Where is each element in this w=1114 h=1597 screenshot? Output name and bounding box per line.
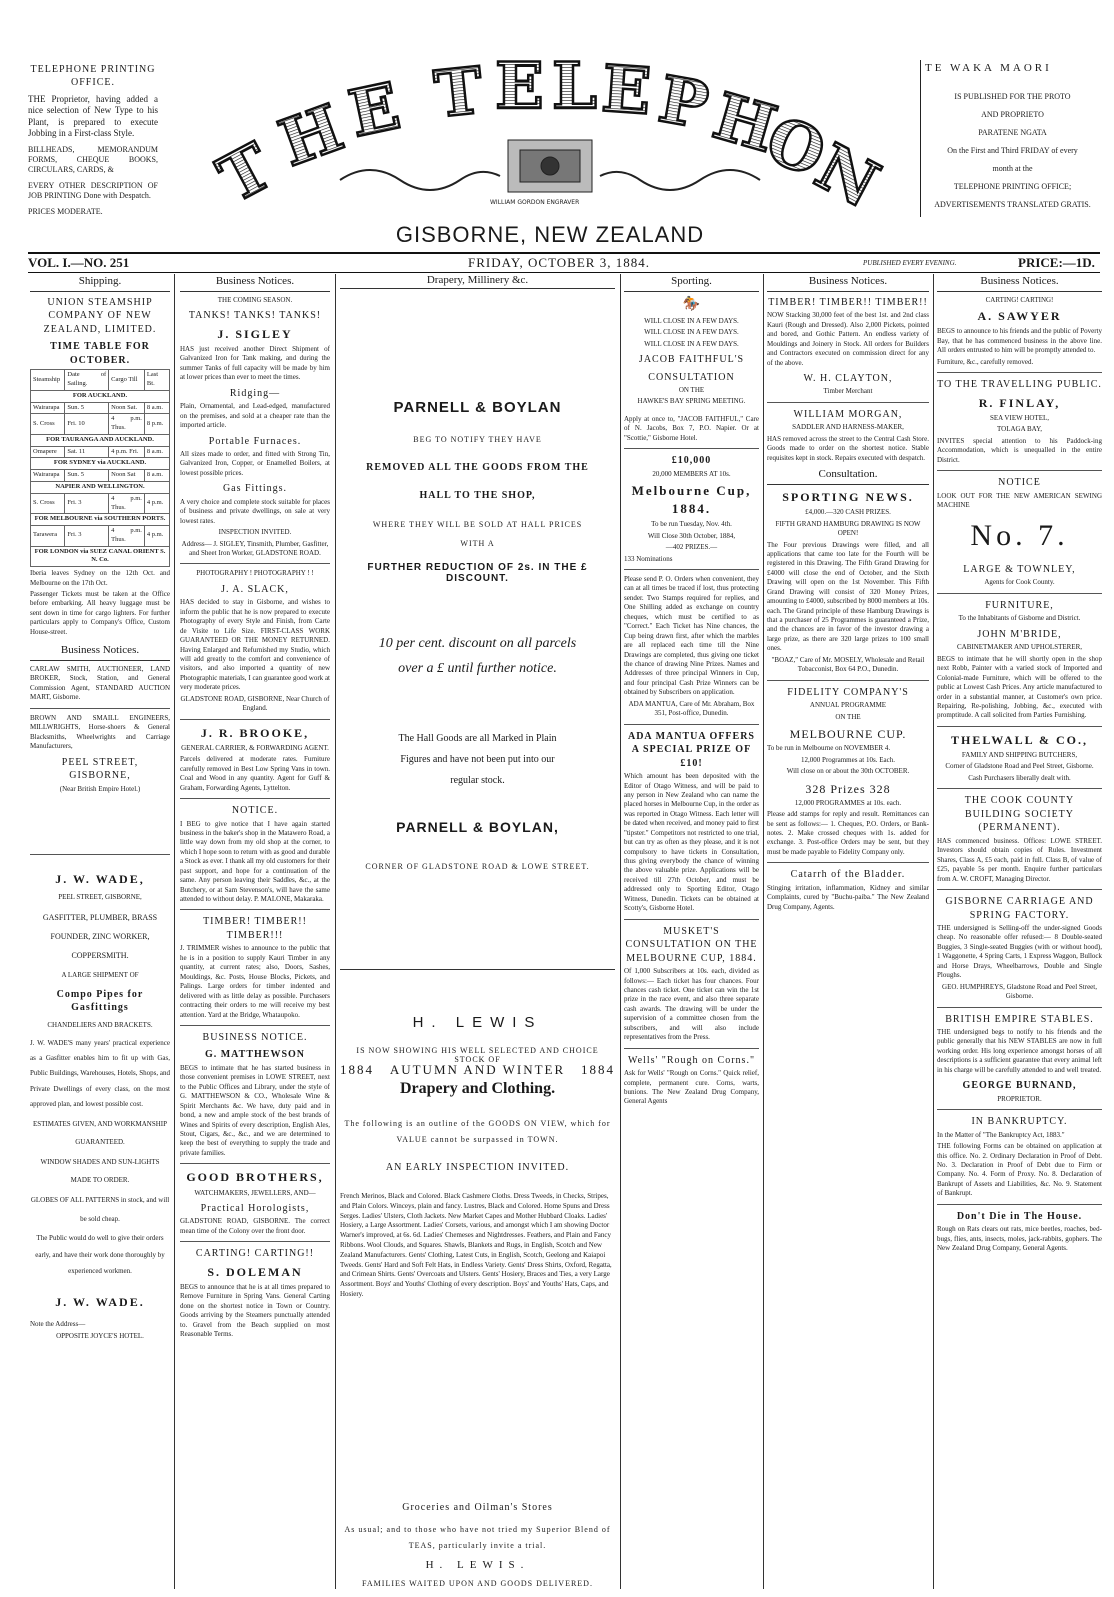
- timetable-title: TIME TABLE FOR OCTOBER.: [50, 341, 150, 366]
- ad-text: All sizes made to order, and fitted with Strong Tin, Galvanized Iron, Copper, or Enamelled Boilers, at lowest possible prices.: [180, 450, 330, 477]
- table-cell: 8 a.m.: [144, 446, 169, 458]
- drapery-line: IS NOW SHOWING HIS WELL SELECTED AND CHOICE STOCK OF: [356, 1046, 599, 1064]
- ad-heading: CONSULTATION: [648, 371, 735, 383]
- ad-heading: £10,000: [671, 455, 712, 467]
- ad-heading: GEORGE BURNAND,: [962, 1080, 1077, 1092]
- ad-heading: Wells' "Rough on Corns.": [627, 1054, 756, 1066]
- table-cell: 4 p.m. Thus.: [109, 414, 145, 435]
- ad-text: WILL CLOSE IN A FEW DAYS.: [644, 328, 739, 337]
- table-cell: 4 p.m. Fri.: [109, 446, 145, 458]
- svg-text:L: L: [552, 49, 597, 124]
- ad-text: SEA VIEW HOTEL,: [989, 413, 1050, 422]
- column-business-notices-3: [937, 274, 1102, 1589]
- ad-text: INSPECTION INVITED.: [218, 528, 292, 537]
- table-header: Cargo Till: [109, 370, 145, 391]
- ad-heading: Catarrh of the Bladder.: [790, 869, 906, 881]
- ad-heading: MELBOURNE CUP.: [789, 727, 907, 741]
- table-section: NAPIER AND WELLINGTON.: [31, 482, 170, 494]
- table-section: FOR TAURANGA AND AUCKLAND.: [31, 434, 170, 446]
- printing-office-every: EVERY OTHER DESCRIPTION OF JOB PRINTING Done with Despatch.: [28, 181, 158, 200]
- ad-text: Address— J. SIGLEY, Tinsmith, Plumber, Gasfitter, and Sheet Iron Worker, GLADSTONE ROAD.: [181, 539, 329, 558]
- ad-heading: G. MATTHEWSON: [204, 1049, 306, 1061]
- drapery-line: regular stock.: [450, 775, 505, 786]
- drapery-line: WHERE THEY WILL BE SOLD AT HALL PRICES: [372, 520, 583, 529]
- table-cell: Sun. 5: [65, 402, 109, 414]
- table-row: [31, 526, 170, 547]
- ad-text: "BOAZ," Care of Mr. MOSELY, Wholesale and Retail Tobacconist, Box 64 P.O., Dunedin.: [771, 655, 925, 674]
- ad-text: THE undersigned begs to notify to his friends and the public generally that his NEW STABLES are now in full working order. His long experience amongst horses of all descriptions is a sufficient guarantee that every animal left in his charge will be carefully attended to and well treated.: [937, 1028, 1102, 1074]
- ad-text: BEGS to intimate that he has started business in those convenient premises in LOWE STREET, next to the Public Offices and Library, under the style of G. MATTHEWSON & CO., Wholesale Wine & Spirit Merchants &c. We have, duty paid and in bond, a new and ample stock of the best brands of Wines and Spirits of every description, English Ales, Stout, Cigars, &c., &c., and we are determined to keep the best of everything to supply the trade and private families.: [180, 1063, 330, 1157]
- ad-heading: Melbourne Cup, 1884.: [631, 483, 752, 516]
- printing-office-items: BILLHEADS, MEMORANDUM FORMS, CHEQUE BOOKS, CIRCULARS, CARDS, &: [28, 145, 158, 174]
- ad-text: HAS decided to stay in Gisborne, and wishes to inform the public that he is now prepared to execute Photography of every Style and Finish, from Carte de Visite to Life Size. FIRST-CLASS WORK GUARANTEED OR THE MONEY RETURNED. Having Enlarged and Refurnished my Studio, which will add greatly to the comfort and convenience of visitors, and also imported a quantity of new Photographic materials, I can guarantee good work at very moderate prices.: [180, 598, 330, 692]
- ad-text: CARLAW SMITH, AUCTIONEER, LAND BROKER, Stock, Station, and General Commission Agent, STANDARD AUCTION MART, Gisborne.: [30, 665, 170, 702]
- section-heading: Business Notices.: [30, 643, 170, 661]
- ad-heading: J. SIGLEY: [217, 326, 293, 341]
- issue-date: FRIDAY, OCTOBER 3, 1884.: [468, 255, 650, 270]
- table-row: [31, 402, 170, 414]
- ad-text: Which amount has been deposited with the Editor of Otago Witness, and will be paid to any person in New Zealand who can name the placed horses in Melbourne Cup, in the order as was reported in Otago Witness. Each letter will be dated when received, and money paid to first "tipster." Competitors not restricted to one trial, but can try as often as they please, and it is not compulsory to have tickets in Consultation, thus giving everybody the chance of winning the above valuable prize. Applications will be received till 27th October, and must be addressed only to Sporting Editor, Otago Witness, Dunedin. Tickets can be obtained at Scotty's, Gisborne Hotel.: [624, 772, 759, 913]
- printing-office-prices: PRICES MODERATE.: [28, 207, 103, 216]
- ad-heading: GOOD BROTHERS,: [186, 1170, 324, 1185]
- section-heading: Sporting.: [624, 274, 759, 292]
- ad-heading: J. A. SLACK,: [221, 583, 289, 595]
- ad-text: To be run in Melbourne on NOVEMBER 4.: [767, 744, 891, 753]
- ad-text: GLADSTONE ROAD, GISBORNE, Near Church of England.: [180, 694, 330, 713]
- te-waka-line: ADVERTISEMENTS TRANSLATED GRATIS.: [934, 199, 1091, 209]
- ad-heading: LARGE & TOWNLEY,: [963, 563, 1076, 575]
- ad-text: FIFTH GRAND HAMBURG DRAWING IS NOW OPEN!: [775, 519, 921, 538]
- drapery-line: The Hall Goods are all Marked in Plain: [398, 733, 557, 744]
- table-cell: S. Cross: [31, 493, 65, 514]
- svg-text:O: O: [755, 101, 836, 193]
- ad-text: Will close on or about the 30th OCTOBER.: [786, 767, 910, 776]
- ad-heading: NOTICE: [998, 477, 1041, 489]
- ad-text: BEGS to intimate that he will shortly open in the shop next Robb, Painter with a varied stock of Imported and Colonial-made Furniture, which will be offered to the public at Lowest Cash Prices. Any article manufactured to order in a substantial manner, at Customer's own price. Repairing, Re-polishing, Jobbing, &c., executed with promptitude. A call solicited from Parties Furnishing.: [937, 654, 1102, 720]
- ad-text: J. TRIMMER wishes to announce to the public that he is in a position to supply Kauri Timber in any quantity, at current rates; also, Doors, Sashes, Mouldings, &c. Posts, House Blocks, Pickets, and Palings. Large orders for timber indented and delivered with as little delay as possible. Purchasers contracting their orders to me will receive my best attention. Yard at the Bridge, Whataupoko.: [180, 944, 330, 1019]
- ad-text: HAWKE'S BAY SPRING MEETING.: [637, 397, 746, 406]
- ad-text: To the Inhabitants of Gisborne and District.: [958, 614, 1081, 623]
- ad-text: SADDLER AND HARNESS-MAKER,: [792, 423, 904, 432]
- ad-text: 12,000 PROGRAMMES at 10s. each.: [794, 798, 902, 807]
- ad-text: Rough on Rats clears out rats, mice beetles, roaches, bed-bugs, flies, ants, insects, moles, jack-rabbits, gophers. The New Zealand Drug Company, General Agents.: [937, 1225, 1102, 1253]
- dateline: [28, 255, 1100, 271]
- svg-text:E: E: [342, 68, 407, 153]
- table-cell: 4 p.m.: [144, 493, 169, 514]
- table-row: [31, 414, 170, 435]
- ad-heading: MUSKET'S CONSULTATION ON THE MELBOURNE CUP, 1884.: [625, 925, 758, 964]
- ad-heading: J. W. WADE.: [55, 1295, 145, 1310]
- ad-text: OPPOSITE JOYCE'S HOTEL.: [56, 1331, 144, 1340]
- drapery-line: The following is an outline of the GOODS ON VIEW, which for VALUE cannot be surpassed in TOWN.: [344, 1119, 611, 1144]
- column-divider: [335, 274, 336, 1589]
- ad-text: (Near British Empire Hotel.): [59, 784, 141, 793]
- ad-heading: FIDELITY COMPANY'S: [787, 686, 909, 698]
- column-business-notices-2: [767, 274, 929, 1589]
- table-section: FOR LONDON via SUEZ CANAL ORIENT S. N. Co.: [31, 546, 170, 567]
- ad-text: ANNUAL PROGRAMME: [809, 701, 887, 710]
- ad-text: Will Close 30th October, 1884,: [647, 531, 736, 540]
- ad-text: WATCHMAKERS, JEWELLERS, AND—: [194, 1188, 316, 1197]
- te-waka-line: IS PUBLISHED FOR THE PROTO: [954, 91, 1071, 101]
- ad-text: TOLAGA BAY,: [997, 425, 1042, 434]
- table-row: [31, 370, 170, 391]
- ad-text: BEGS to announce that he is at all times prepared to Remove Furniture in Spring Vans. General Carting done on the shortest notice in Town or Country. Goods arriving by the Steamers punctually attended to. Gravel from the Beach supplied on most Reasonable Terms.: [180, 1283, 330, 1339]
- ad-text: Corner of Gladstone Road and Peel Street, Gisborne.: [945, 762, 1094, 771]
- column-business-notices: [180, 274, 330, 1589]
- ad-heading: CARTING! CARTING!!: [195, 1248, 315, 1260]
- table-cell: 8 p.m.: [144, 414, 169, 435]
- te-waka-line: AND PROPRIETO: [981, 109, 1044, 119]
- svg-text:T: T: [206, 129, 285, 210]
- engraver-credit: WILLIAM GORDON ENGRAVER: [490, 199, 580, 206]
- ad-text: NOW Stacking 30,000 feet of the best 1st. and 2nd class Kauri (Rough and Dressed). Also 2,000 Pickets, pointed and bored, and Gothic Pattern. An endless variety of Mouldings and Joinery in Stock. All orders for Builders and Contractors executed on commission direct for any of the above.: [767, 311, 929, 367]
- ad-heading: JOHN M'BRIDE,: [977, 628, 1062, 640]
- table-cell: Sun. 5: [65, 470, 109, 482]
- table-header: Steamship: [31, 370, 65, 391]
- ad-text: THE undersigned is Selling-off the under-signed Goods cheap. No reasonable offer refused:— 8 Double-seated Buggies, 3 Single-seated Buggies (with or without hood), 1 Waggonette, 4 Spring Carts, 1 Express Waggon, Bullock and Horse Drays, Wheelbarrows, Double and Single Ploughs.: [937, 924, 1102, 980]
- ad-heading: TIMBER! TIMBER!! TIMBER!!!: [203, 916, 307, 941]
- ad-text: A very choice and complete stock suitable for places of business and private dwellings, on sale at very lowest rates.: [180, 497, 330, 525]
- ad-text: Ask for Wells' "Rough on Corns." Quick relief, complete, permanent cure. Corns, warts, bunions. The New Zealand Drug Company, General Agents: [624, 1069, 759, 1106]
- ad-text: Of 1,000 Subscribers at 10s. each, divided as follows:— Each ticket has four chances. Four chances cash ticket. One ticket can win the 1st prize in the race event, and also three separate cash awards. The drawing will be under the supervision of a committee chosen from the subscribers, and will also include representatives from the Press.: [624, 967, 759, 1042]
- table-row: [31, 493, 170, 514]
- ad-text: Stinging irritation, inflammation, Kidney and similar Complaints, cured by "Buchu-paiba." The New Zealand Drug Company, Agents.: [767, 883, 929, 911]
- table-cell: 4 p.m. Thus.: [109, 493, 145, 514]
- masthead: [0, 0, 1114, 252]
- ad-heading: S. DOLEMAN: [207, 1264, 303, 1279]
- ad-text: PEEL STREET, GISBORNE,: [58, 893, 142, 902]
- ad-heading: PEEL STREET, GISBORNE,: [61, 756, 139, 782]
- ad-text: A LARGE SHIPMENT OF: [61, 971, 139, 980]
- ad-text: Please send P. O. Orders when convenient, they can at all times be traced if lost, thus protecting sender. Two Stamps required for replies, and One Shilling added as exchange on country cheques, which must be certified to as "Correct." Each Ticket has Nine chances, the Cup being drawn first, after which the marbles are all replaced each time till the Nine Drawings are completed, thus giving one ticket the chance of drawing Nine Prizes. Names and Addresses of three principal Winners in Cup, and four principal Cash Prize Winners can be obtained by Subscribers on application.: [624, 575, 759, 697]
- ad-text: GEO. HUMPHREYS, Gladstone Road and Peel Street, Gisborne.: [942, 982, 1097, 1001]
- ad-text: Timber Merchant: [823, 387, 873, 396]
- te-waka-maori-notice: [920, 60, 1100, 217]
- ad-text: ADA MANTUA, Care of Mr. Abraham, Box 351, Post-office, Dunedin.: [628, 699, 755, 718]
- section-heading: Consultation.: [767, 467, 929, 485]
- table-cell: Fri. 3: [65, 526, 109, 547]
- table-cell: Noon Sat: [109, 470, 145, 482]
- drapery-line: 10 per cent. discount on all parcels: [378, 636, 577, 651]
- ad-heading: J. W. WADE,: [55, 871, 145, 886]
- ad-text: WINDOW SHADES AND SUN-LIGHTS MADE TO ORDER.: [40, 1158, 160, 1185]
- ad-text: THE following Forms can be obtained on application at this office. No. 2. Ordinary Declaration in Proof of Debt. No. 3. Declaration in Proof of Debt due to Firm or Company. No. 4. Form of Proxy. No. 8. Declaration of Bankrupt of Assets and Liabilities, &c. No. 9. Statement of Bankrupt.: [937, 1142, 1102, 1198]
- drapery-clothing-title: Drapery and Clothing.: [399, 1080, 556, 1097]
- column-divider: [933, 274, 934, 1589]
- shipping-table: [30, 369, 170, 567]
- masthead-subtitle: GISBORNE, NEW ZEALAND: [395, 222, 705, 247]
- ad-heading: THE COOK COUNTY BUILDING SOCIETY (PERMANENT).: [964, 795, 1075, 834]
- ad-heading: TANKS! TANKS! TANKS!: [188, 310, 322, 322]
- section-heading: Shipping.: [30, 274, 170, 292]
- ad-text: —402 PRIZES.—: [665, 543, 718, 552]
- drapery-line: FAMILIES WAITED UPON AND GOODS DELIVERED.: [362, 1579, 593, 1588]
- ad-heading: IN BANKRUPTCY.: [971, 1116, 1068, 1128]
- dateline-rule: [28, 272, 1100, 273]
- drapery-line: Figures and have not been put into our: [400, 754, 555, 765]
- ad-text: BEGS to announce to his friends and the public of Poverty Bay, that he has commenced business in the above line. All orders entrusted to him will be promptly attended to.: [937, 327, 1102, 355]
- te-waka-maori-title: TE WAKA MAORI: [925, 62, 1052, 74]
- ad-text: Parcels delivered at moderate rates. Furniture carefully removed in Best Low Spring Vans in town. Coal and Wood in any quantity. Agent for Guff & Graham, Forwarding Agents, Lyttelton.: [180, 755, 330, 792]
- ad-text: HAS commenced business. Offices: LOWE STREET. Investors should obtain copies of Rules. Investment Shares, Class A, £5 each, paid in full. Class B, of value of £25, payable 5s per month. Enquire further particulars from A. W. CROFT, Managing Director.: [937, 836, 1102, 883]
- ad-heading: Don't Die in The House.: [956, 1210, 1083, 1222]
- table-cell: Wairarapa: [31, 402, 65, 414]
- goods-list: French Merinos, Black and Colored. Black Cashmere Cloths. Dress Tweeds, in Checks, Stripes, and Plain Colors. Winceys, plain and fancy. Lustres, Black and Colored. Home Spuns and Dress Serges. Ladies' Ulsters, Cloth Jackets. New Market Capes and Mother Hubbard Cloaks. Ladies' Hosiery, a Large Assortment. Ladies' Corsets, various, and amongst which I am showing Doctor Warner's improved, at 6s. 6d. Ladies' Chemeses and Nightdresses. Feathers, and Plain and Fancy Ribbons. Wool Clouds, and Squares. Shawls, Blankets and Rugs, in English, Scotch and New Zealand Manufacturers. Gents' Clothing, Latest Cuts, in English, Scotch, Geelong and Kaiapoi Tweeds. Gents' Hard and Soft Felt Hats, in Endless Variety. Gents' Dress Shirts, Oxford, Regatta, and Crimean Shirts. Gents' Overcoats and Ulsters. Gents' Hosiery, Braces and Ties, a very Large Assortment. Boys' and Youths' Clothing of every description. Boys' and Youths' Hats, Caps, and Hosiery.: [340, 1192, 612, 1298]
- ad-text: WILL CLOSE IN A FEW DAYS.: [644, 316, 739, 325]
- telephone-illustration: [508, 140, 592, 192]
- ad-heading: J. R. BROOKE,: [200, 725, 310, 740]
- ad-text: THE COMING SEASON.: [217, 295, 293, 304]
- table-section: FOR MELBOURNE via SOUTHERN PORTS.: [31, 514, 170, 526]
- drapery-line: AN EARLY INSPECTION INVITED.: [385, 1162, 570, 1173]
- drapery-line: As usual; and to those who have not tried my Superior Blend of TEAS, particularly invite a trial.: [344, 1525, 611, 1550]
- svg-text:H: H: [705, 78, 785, 168]
- ad-text: GASFITTER, PLUMBER, BRASS FOUNDER, ZINC WORKER, COPPERSMITH.: [42, 912, 158, 960]
- ad-text: £4,000.—320 CASH PRIZES.: [805, 508, 891, 517]
- ad-text: Cash Purchasers liberally dealt with.: [968, 773, 1071, 782]
- ad-text: GLOBES OF ALL PATTERNS in stock, and will be sold cheap.: [30, 1196, 170, 1223]
- column-divider: [620, 274, 621, 1589]
- printing-office-body: THE Proprietor, having added a nice selection of New Type to his Plant, is prepared to execute Jobbing in a First-class Style.: [28, 94, 158, 138]
- ad-text: ESTIMATES GIVEN, AND WORKMANSHIP GUARANTEED.: [32, 1119, 168, 1146]
- ad-heading: Gas Fittings.: [222, 483, 288, 495]
- column-drapery: [340, 274, 615, 1589]
- table-cell: 8 a.m.: [144, 470, 169, 482]
- ad-text: WILL CLOSE IN A FEW DAYS.: [644, 339, 739, 348]
- printing-office-notice: [28, 64, 158, 223]
- ad-heading: SPORTING NEWS.: [782, 490, 914, 504]
- ad-heading: W. H. CLAYTON,: [803, 372, 893, 384]
- table-cell: 8 a.m.: [144, 402, 169, 414]
- drapery-line: WITH A: [460, 539, 495, 548]
- ad-heading: TO THE TRAVELLING PUBLIC.: [937, 379, 1102, 391]
- ad-text: Plain, Ornamental, and Lead-edged, manufactured on the premises, and sold at a cheaper rate than the imported article.: [180, 402, 330, 430]
- ad-text: HAS removed across the street to the Central Cash Store. Goods made to order on the shortest notice. Stable requisites kept in stock. Repairs executed with despatch.: [767, 434, 929, 462]
- ad-text: BROWN AND SMAILL ENGINEERS, MILLWRIGHTS, Horse-shoers & General Blacksmiths, Wheelwrights and Carriage Manufacturers,: [30, 713, 170, 751]
- sewing-machine-number: No. 7.: [970, 519, 1069, 553]
- table-section: FOR AUCKLAND.: [31, 390, 170, 402]
- table-cell: Omapere: [31, 446, 65, 458]
- svg-text:P: P: [653, 62, 714, 145]
- ad-text: In the Matter of "The Bankruptcy Act, 1883.": [937, 1130, 1065, 1139]
- section-heading: Business Notices.: [767, 274, 929, 292]
- ad-heading: Practical Horologists,: [200, 1202, 310, 1214]
- ad-heading: 328 Prizes 328: [805, 781, 891, 796]
- printing-office-title: TELEPHONE PRINTING OFFICE.: [30, 64, 156, 88]
- lewis-title: H. LEWIS.: [425, 1559, 530, 1571]
- ad-text: 20,000 MEMBERS AT 10s.: [652, 469, 731, 478]
- ad-text: Note the Address—: [30, 1320, 86, 1329]
- ad-text: CABINETMAKER AND UPHOLSTERER,: [956, 643, 1083, 652]
- telephone-logo-svg: [190, 40, 910, 210]
- ad-text: Apply at once to, "JACOB FAITHFUL," Care of N. Jacobs, Box 7, P.O. Napier. Or at "Scottie," Gisborne Hotel.: [624, 414, 759, 442]
- te-waka-line: TELEPHONE PRINTING OFFICE;: [953, 181, 1072, 191]
- table-row: [31, 470, 170, 482]
- table-cell: 4 p.m.: [144, 526, 169, 547]
- ad-heading: GISBORNE CARRIAGE AND SPRING FACTORY.: [945, 896, 1094, 921]
- parnell-boylan-title: PARNELL & BOYLAN: [393, 399, 562, 416]
- table-cell: Tarawera: [31, 526, 65, 547]
- ad-text: I BEG to give notice that I have again started business in the baker's shop in the Matawero Road, a little way down from my old shop at the corner, to which I hope soon to return with as good and durable a Stock as ever. I thank all my old customers for their past support, and hope for a continuation of the same. Any person leaving their Saddles, &c., at the Butchery, or at Sam Stevenson's, will have the same attended to without delay. P. MALONE, Makaraka.: [180, 819, 330, 904]
- ad-text: Furniture, &c., carefully removed.: [937, 357, 1034, 366]
- ad-text: GLADSTONE ROAD, GISBORNE. The correct mean time of the Colony over the front door.: [180, 1217, 330, 1235]
- ad-heading: A. SAWYER: [977, 309, 1062, 324]
- section-heading: Drapery, Millinery &c.: [340, 274, 615, 289]
- ad-heading: THELWALL & CO.,: [951, 732, 1088, 747]
- section-heading: Business Notices.: [180, 274, 330, 292]
- published-note: PUBLISHED EVERY EVENING.: [863, 259, 957, 267]
- ad-text: J. W. WADE'S many years' practical experience as a Gasfitter enables him to fit up with Gas, Public Buildings, Warehouses, Hotels, Shops, and Private Dwellings of every class, on the most approved plan, and lowest possible cost.: [30, 1038, 170, 1109]
- ad-heading: JACOB FAITHFUL'S: [638, 354, 745, 366]
- drapery-line: CORNER OF GLADSTONE ROAD & LOWE STREET.: [365, 862, 590, 871]
- ad-text: HAS just received another Direct Shipment of Galvanized Iron for Tank making, and during the summer Tanks of full capacity will be made by him at lower prices than ever to meet the times.: [180, 344, 330, 382]
- ad-text: Agents for Cook County.: [984, 578, 1055, 587]
- table-cell: S. Cross: [31, 414, 65, 435]
- ad-text: The Public would do well to give their orders early, and have their work done thoroughly by experienced workmen.: [35, 1233, 165, 1276]
- price: PRICE:—1D.: [1018, 255, 1095, 270]
- table-header: Date of Sailing.: [65, 370, 109, 391]
- svg-text:T: T: [431, 53, 487, 133]
- drapery-line: Groceries and Oilman's Stores: [402, 1502, 553, 1513]
- table-cell: 4 p.m. Thus.: [109, 526, 145, 547]
- ad-heading: Portable Furnaces.: [208, 435, 302, 447]
- year-left: 1884: [340, 1062, 374, 1077]
- drapery-line: HALL TO THE SHOP,: [419, 490, 536, 501]
- ad-text: FAMILY AND SHIPPING BUTCHERS,: [961, 751, 1078, 760]
- ad-heading: ADA MANTUA OFFERS A SPECIAL PRIZE OF £10!: [627, 730, 755, 769]
- autumn-winter-line: [340, 1062, 615, 1078]
- table-cell: Fri. 3: [65, 493, 109, 514]
- ad-heading: BUSINESS NOTICE.: [202, 1031, 308, 1043]
- ad-heading: R. FINLAY,: [978, 395, 1061, 410]
- ad-text: Iberia leaves Sydney on the 12th Oct. and Melbourne on the 17th Oct.: [30, 569, 170, 587]
- ad-text: To be run Tuesday, Nov. 4th.: [651, 520, 732, 529]
- masthead-rule: [28, 252, 1100, 254]
- te-waka-line: On the First and Third FRIDAY of every: [947, 145, 1078, 155]
- svg-text:H: H: [270, 90, 353, 182]
- ad-heading: Ridging—: [229, 387, 281, 399]
- column-shipping: [30, 274, 170, 1589]
- column-sporting: [624, 274, 759, 1589]
- ad-text: PROPRIETOR.: [997, 1094, 1042, 1103]
- volume-number: VOL. I.—NO. 251: [28, 255, 130, 270]
- ad-heading: Compo Pipes for Gasfittings: [56, 988, 144, 1014]
- ad-text: 133 Nominations: [624, 554, 673, 563]
- usc-title: UNION STEAMSHIP COMPANY OF NEW ZEALAND, LIMITED.: [43, 296, 157, 335]
- masthead-logo: [190, 40, 910, 210]
- column-divider: [174, 274, 175, 1589]
- ad-heading: BRITISH EMPIRE STABLES.: [945, 1013, 1094, 1025]
- svg-text:E: E: [599, 51, 654, 130]
- ad-heading: FURNITURE,: [985, 599, 1054, 611]
- year-right: 1884: [581, 1062, 615, 1077]
- svg-text:E: E: [495, 49, 544, 124]
- drapery-line: FURTHER REDUCTION OF 2s. IN THE £ DISCOUNT.: [367, 562, 588, 584]
- ad-text: Please add stamps for reply and result. Remittances can be sent as follows:— 1. Cheques, P.O. Orders, or Bank-notes. 2. Make crossed cheques with 1s. added for exchange. 3. Post-office Orders may be sent, but they must be made payable to Fidelity Company only.: [767, 810, 929, 856]
- table-header: Last Bt.: [144, 370, 169, 391]
- table-section: FOR SYDNEY via AUCKLAND.: [31, 458, 170, 470]
- table-cell: Noon Sat.: [109, 402, 145, 414]
- ad-text: INVITES special attention to his Paddock-ing Accommodation, which is unequalled in the entire District.: [937, 436, 1102, 464]
- ad-text: CHANDELIERS AND BRACKETS.: [47, 1020, 153, 1029]
- ad-text: LOOK OUT FOR THE NEW AMERICAN SEWING MACHINE: [937, 491, 1102, 510]
- lewis-title: H. LEWIS: [412, 1014, 543, 1031]
- section-heading: Business Notices.: [937, 274, 1102, 292]
- ad-text: The Four previous Drawings were filled, and all applications that came too late for the Fourth will be registered in this Drawing. The Fifth Grand Drawing for £4000 will close the end of October, and the Sixth Drawing will open on the 1st November. This Fifth Grand Drawing will consist of 320 Money Prizes, amounting to £4000, subscribed by 8000 members at 10s. each. The Grand principle of these Hamburg Drawings is that a purchaser of 25 Programmes is guaranteed a Prize, and the chances are in favor of the investor drawing a large prize, as there are 320 large prizes to 100 small ones.: [767, 540, 929, 653]
- drapery-line: over a £ until further notice.: [398, 661, 557, 676]
- ad-heading: NOTICE.: [231, 805, 279, 817]
- parnell-boylan-title: PARNELL & BOYLAN,: [396, 819, 559, 835]
- column-divider: [763, 274, 764, 1589]
- ad-text: PHOTOGRAPHY ! PHOTOGRAPHY ! !: [196, 569, 314, 578]
- te-waka-line: PARATENE NGATA: [978, 127, 1047, 137]
- table-cell: Fri. 10: [65, 414, 109, 435]
- svg-text:N: N: [803, 129, 891, 210]
- drapery-line: BEG TO NOTIFY THEY HAVE: [413, 435, 542, 444]
- ad-text: ON THE: [835, 712, 861, 721]
- table-row: [31, 446, 170, 458]
- table-cell: Wairarapa: [31, 470, 65, 482]
- ad-text: Passenger Tickets must be taken at the Office before embarking. All heavy luggage must be sent down in time for cargo lighters. For further particulars apply to Company's Office, Custom House-street.: [30, 590, 170, 636]
- ad-heading: WILLIAM MORGAN,: [793, 408, 903, 420]
- ad-text: GENERAL CARRIER, & FORWARDING AGENT.: [181, 743, 329, 752]
- autumn-label: AUTUMN AND WINTER: [389, 1062, 566, 1077]
- table-cell: Sat. 11: [65, 446, 109, 458]
- ad-text: 12,000 Programmes at 10s. Each.: [801, 755, 895, 764]
- drapery-line: REMOVED ALL THE GOODS FROM THE: [366, 462, 589, 473]
- ad-text: ON THE: [678, 386, 705, 395]
- ad-heading: TIMBER! TIMBER!! TIMBER!!: [768, 296, 928, 308]
- racing-horse-icon: 🏇: [682, 296, 701, 312]
- te-waka-line: month at the: [992, 163, 1033, 173]
- ad-text: CARTING! CARTING!: [985, 295, 1054, 304]
